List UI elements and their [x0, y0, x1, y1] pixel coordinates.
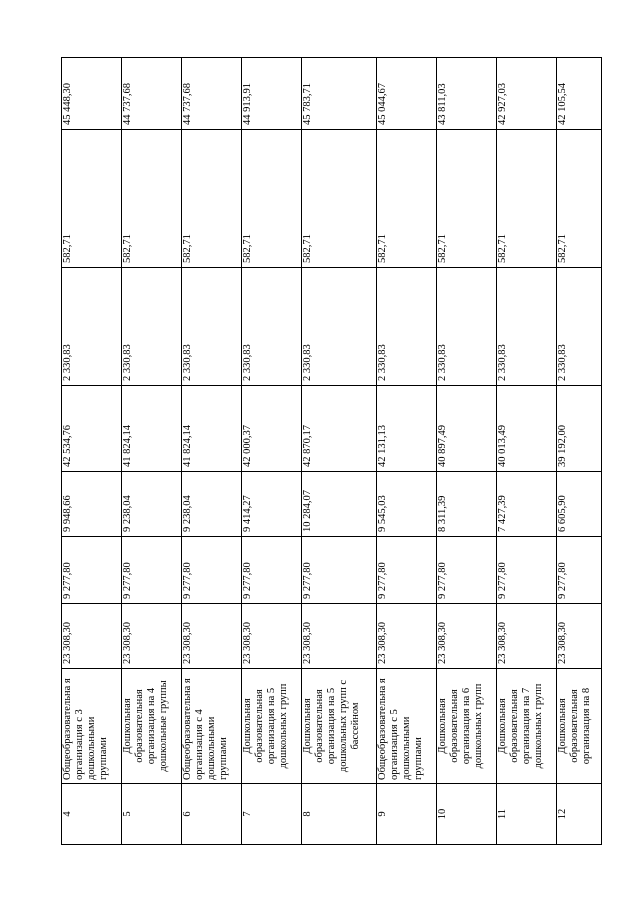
- cell-value: 9 414,27: [242, 472, 302, 537]
- row-number: 8: [302, 784, 377, 845]
- cell-value: 2 330,83: [436, 268, 496, 386]
- row-name: Общеобразовательна я организация с 5 дошкольными группами: [376, 669, 436, 784]
- row-name: Дошкольная образовательная организация на 5 дошкольных групп: [242, 669, 302, 784]
- cell-value: 42 870,17: [302, 386, 377, 472]
- cell-value: 582,71: [182, 130, 242, 268]
- table-row: [496, 58, 556, 845]
- cell-value: 43 811,03: [436, 58, 496, 130]
- cell-value: 40 897,49: [436, 386, 496, 472]
- cell-value: 582,71: [496, 130, 556, 268]
- row-name: Дошкольная образовательная организация на 5 дошкольных групп с бассейном: [302, 669, 377, 784]
- cell-value: 39 192,00: [556, 386, 601, 472]
- cell-value: 23 308,30: [376, 604, 436, 669]
- cell-value: 9 277,80: [496, 537, 556, 604]
- cell-value: 44 737,68: [122, 58, 182, 130]
- row-number: 11: [496, 784, 556, 845]
- table-row: [182, 58, 242, 845]
- cell-value: 45 448,30: [62, 58, 122, 130]
- cell-value: 23 308,30: [122, 604, 182, 669]
- table-row: [242, 58, 302, 845]
- cost-table: [61, 57, 602, 845]
- cell-value: 582,71: [242, 130, 302, 268]
- cell-value: 582,71: [62, 130, 122, 268]
- cell-value: 45 783,71: [302, 58, 377, 130]
- cell-value: 45 044,67: [376, 58, 436, 130]
- cell-value: 2 330,83: [556, 268, 601, 386]
- table-row: [62, 58, 122, 845]
- cell-value: 2 330,83: [302, 268, 377, 386]
- cell-value: 23 308,30: [436, 604, 496, 669]
- cell-value: 582,71: [122, 130, 182, 268]
- cell-value: 2 330,83: [182, 268, 242, 386]
- cell-value: 9 277,80: [302, 537, 377, 604]
- cell-value: 9 277,80: [242, 537, 302, 604]
- cell-value: 582,71: [556, 130, 601, 268]
- cell-value: 582,71: [376, 130, 436, 268]
- cell-value: 23 308,30: [242, 604, 302, 669]
- rotated-table-container: [61, 58, 602, 845]
- cell-value: 9 277,80: [62, 537, 122, 604]
- cell-value: 2 330,83: [496, 268, 556, 386]
- cell-value: 582,71: [436, 130, 496, 268]
- cell-value: 9 238,04: [182, 472, 242, 537]
- cell-value: 2 330,83: [122, 268, 182, 386]
- cell-value: 7 427,39: [496, 472, 556, 537]
- cell-value: 44 737,68: [182, 58, 242, 130]
- cell-value: 9 277,80: [122, 537, 182, 604]
- cell-value: 2 330,83: [376, 268, 436, 386]
- table-row: [436, 58, 496, 845]
- cell-value: 42 131,13: [376, 386, 436, 472]
- cell-value: 9 238,04: [122, 472, 182, 537]
- cell-value: 2 330,83: [242, 268, 302, 386]
- cell-value: 42 000,37: [242, 386, 302, 472]
- row-number: 7: [242, 784, 302, 845]
- cell-value: 40 013,49: [496, 386, 556, 472]
- row-name: Общеобразовательна я организация с 3 дошкольными группами: [62, 669, 122, 784]
- cell-value: 42 534,76: [62, 386, 122, 472]
- table-row: [556, 58, 601, 845]
- cell-value: 9 545,03: [376, 472, 436, 537]
- cell-value: 23 308,30: [62, 604, 122, 669]
- cell-value: 23 308,30: [496, 604, 556, 669]
- row-number: 9: [376, 784, 436, 845]
- table-row: [122, 58, 182, 845]
- cell-value: 41 824,14: [182, 386, 242, 472]
- cell-value: 23 308,30: [182, 604, 242, 669]
- cell-value: 23 308,30: [556, 604, 601, 669]
- cell-value: 582,71: [302, 130, 377, 268]
- cell-value: 41 824,14: [122, 386, 182, 472]
- row-number: 6: [182, 784, 242, 845]
- row-number: 4: [62, 784, 122, 845]
- cell-value: 9 277,80: [182, 537, 242, 604]
- row-number: 5: [122, 784, 182, 845]
- row-name: Дошкольная образовательная организация на 6 дошкольных групп: [436, 669, 496, 784]
- cell-value: 9 277,80: [556, 537, 601, 604]
- cell-value: 9 948,66: [62, 472, 122, 537]
- cell-value: 9 277,80: [376, 537, 436, 604]
- row-name: Дошкольная образовательная организация на 7 дошкольных групп: [496, 669, 556, 784]
- table-row: [302, 58, 377, 845]
- cell-value: 44 913,91: [242, 58, 302, 130]
- cell-value: 10 284,07: [302, 472, 377, 537]
- cell-value: 2 330,83: [62, 268, 122, 386]
- cell-value: 42 105,54: [556, 58, 601, 130]
- cell-value: 42 927,03: [496, 58, 556, 130]
- cell-value: 8 311,39: [436, 472, 496, 537]
- row-number: 12: [556, 784, 601, 845]
- row-name: Дошкольная образовательная организация на 8: [556, 669, 601, 784]
- cell-value: 6 605,90: [556, 472, 601, 537]
- row-name: Общеобразовательна я организация с 4 дошкольными группами: [182, 669, 242, 784]
- cell-value: 23 308,30: [302, 604, 377, 669]
- table-row: [376, 58, 436, 845]
- cell-value: 9 277,80: [436, 537, 496, 604]
- row-name: Дошкольная образовательная организация на 4 дошкольные группы: [122, 669, 182, 784]
- row-number: 10: [436, 784, 496, 845]
